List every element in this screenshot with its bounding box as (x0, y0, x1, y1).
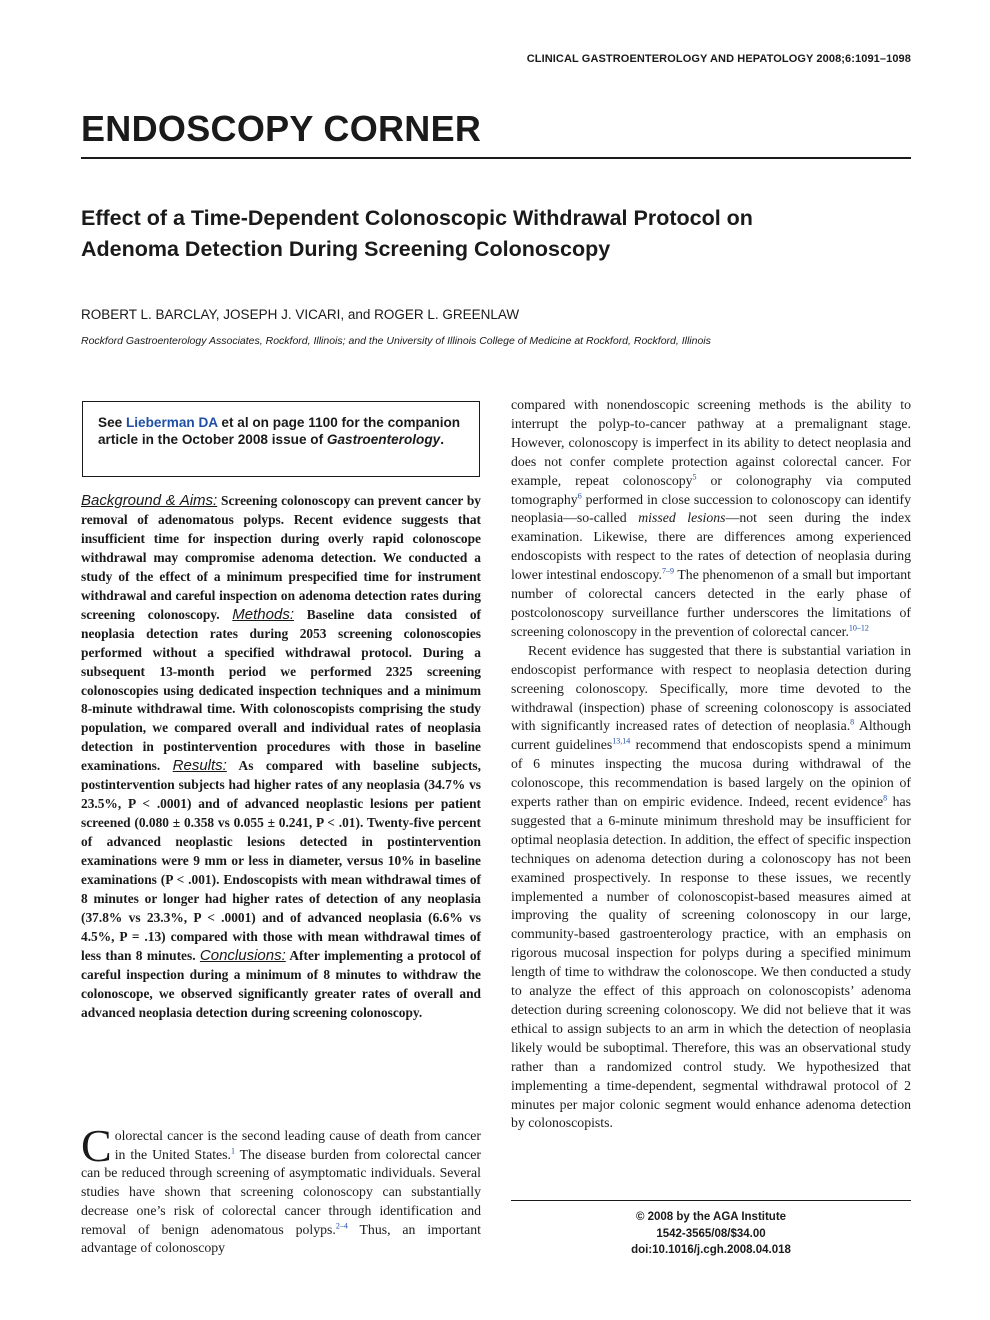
authors: ROBERT L. BARCLAY, JOSEPH J. VICARI, and ROGER L. GREENLAW (81, 307, 520, 322)
body-text: —not seen during the index examination. Likewise, there are differences among experienced endoscopists with respect to the rates of detection of neoplasia during lower intestinal endoscopy. (511, 510, 911, 583)
abstract-methods-heading: Methods: (232, 605, 294, 623)
article-title-line-1: Effect of a Time-Dependent Colonoscopic Withdrawal Protocol on (81, 206, 753, 230)
intro-text-3: Thus, an important advantage of colonoscopy (81, 1221, 481, 1256)
companion-prefix: See (98, 415, 126, 430)
abstract-conclusions-text: After implementing a protocol of careful inspection during a minimum of 8 minutes to withdraw the colonoscope, we observed significantly greater rates of overall and advanced neoplasia detection during screening colonoscopy. (81, 947, 481, 1020)
doi-line[interactable]: doi:10.1016/j.cgh.2008.04.018 (631, 1244, 791, 1256)
body-text: Although current guidelines (511, 718, 911, 753)
reference-link[interactable]: 7–9 (661, 566, 674, 576)
right-column (511, 396, 911, 1133)
body-text: or colonography via computed tomography (511, 472, 911, 507)
body-text: has suggested that a 6-minute minimum threshold may be insufficient for optimal neoplasia detection. In addition, the effect of specific inspection techniques on adenoma detection during a colonoscopy has not been examined prospectively. In response to these issues, we recently implemented a number of colonoscopist-based measures aimed at improving the quality of screening colonoscopy in our large, community-based gastroenterology practice, with an emphasis on rigorous mucosal inspection for polyps during a specified minimum length of time to withdraw the colonoscope. We then conducted a study to analyze the effect of this approach on colonoscopists’ adenoma detection during screening colonoscopy. We did not believe that it was ethical to assign subjects to an arm in which the detection of neoplasia likely would be suboptimal. Therefore, this was an observational study rather than a randomized control study. We hypothesized that implementing a time-dependent, segmental withdrawal protocol of 2 minutes per major colonic segment would enhance adenoma detection by colonoscopists. (511, 794, 911, 1131)
body-text: The phenomenon of a small but important number of colorectal cancers detected in the early phase of postcolonoscopy surveillance further underscores the limitations of screening colonoscopy in the prevention of colorectal cancer. (511, 567, 911, 639)
copyright-block (511, 1209, 911, 1259)
abstract-results-heading: Results: (172, 757, 227, 775)
reference-link[interactable]: 5 (692, 472, 697, 482)
journal-header: CLINICAL GASTROENTEROLOGY AND HEPATOLOGY 2008;6:1091–1098 (526, 53, 911, 65)
reference-link[interactable]: 8 (850, 717, 855, 727)
section-title: ENDOSCOPY CORNER (81, 108, 482, 149)
introduction-paragraph (81, 1120, 481, 1258)
companion-middle: et al on page 1100 for the companion article in the October 2008 issue of (98, 415, 461, 447)
reference-link[interactable]: 2–4 (335, 1220, 348, 1230)
right-paragraph-1 (511, 396, 911, 642)
affiliation: Rockford Gastroenterology Associates, Rockford, Illinois; and the University of Illinois College of Medicine at Rockford, Rockford, Illinois (81, 335, 711, 347)
body-text: compared with nonendoscopic screening methods is the ability to interrupt the polyp-to-cancer pathway at a premalignant stage. However, colonoscopy is imperfect in its ability to detect neoplasia and does not confer complete protection against colorectal cancer. For example, repeat colonoscopy (511, 397, 911, 488)
companion-author-link[interactable]: Lieberman DA (125, 415, 218, 430)
companion-article-box (82, 401, 480, 477)
article-title-line-2: Adenoma Detection During Screening Colonoscopy (81, 237, 611, 261)
abstract (81, 492, 481, 1023)
issn-line: 1542-3565/08/$34.00 (656, 1227, 766, 1240)
reference-link[interactable]: 6 (577, 490, 582, 500)
reference-link[interactable]: 13,14 (612, 736, 631, 746)
drop-cap: C (81, 1120, 112, 1171)
emphasis-text: missed lesions (638, 510, 726, 526)
reference-link[interactable]: 10–12 (848, 623, 869, 633)
intro-text-1: olorectal cancer is the second leading cause of death from cancer in the United States. (114, 1128, 481, 1162)
abstract-methods-text: Baseline data consisted of neoplasia detection rates during 2053 screening colonoscopies performed without a specified withdrawal protocol. During a subsequent 13-month period we performed 2325 screening colonoscopies using dedicated inspection techniques and a minimum 8-minute withdrawal time. With colonoscopists comprising the study population, we compared overall and individual rates of neoplasia detection in postintervention procedures with those in baseline examinations. (81, 606, 481, 774)
copyright-line: © 2008 by the AGA Institute (635, 1211, 787, 1223)
abstract-background-heading: Background & Aims: (81, 492, 218, 509)
body-text: Recent evidence has suggested that there is substantial variation in endoscopist performance with respect to neoplasia detection during screening colonoscopy. Specifically, more time devoted to the withdrawal (inspection) phase of screening colonoscopy is associated with significantly increased rates of detection of neoplasia. (511, 642, 911, 734)
companion-suffix: . (440, 432, 445, 447)
companion-journal: Gastroenterology (326, 432, 441, 447)
section-title-rule (81, 157, 911, 159)
abstract-results-text: As compared with baseline subjects, postintervention subjects had higher rates of any neoplasia (34.7% vs 23.5%, P < .0001) and of advanced neoplastic lesions per patient screened (0.080 ± 0.358 vs 0.055 ± 0.241, P < .01). Twenty-five percent of advanced neoplastic lesions detected in postintervention examinations were 9 mm or less in diameter, versus 10% in baseline examinations (P < .001). Endoscopists with mean withdrawal times of 8 minutes or longer had higher rates of detection of any neoplasia (37.8% vs 23.3%, P < .0001) and of advanced neoplasia (6.6% vs 4.5%, P = .13) compared with those with mean withdrawal times of less than 8 minutes. (81, 758, 481, 963)
body-text: performed in close succession to colonoscopy can identify neoplasia—so-called (511, 491, 911, 526)
reference-link[interactable]: 8 (883, 793, 888, 803)
copyright-rule (511, 1200, 911, 1201)
abstract-conclusions-heading: Conclusions: (199, 946, 286, 964)
reference-link[interactable]: 1 (230, 1146, 235, 1156)
body-text: recommend that endoscopists spend a minimum of 6 minutes inspecting the mucosa during withdrawal of the colonoscope, this recommendation is based largely on the opinion of experts rather than on empiric evidence. Indeed, recent evidence (511, 737, 911, 810)
intro-text-2: The disease burden from colorectal cancer can be reduced through screening of asymptomatic individuals. Several studies have shown that screening colonoscopy can substantially decrease one’s risk of colorectal cancer through identification and removal of benign adenomatous polyps. (81, 1146, 481, 1237)
article-title (81, 203, 911, 265)
right-paragraph-2 (511, 642, 911, 1134)
abstract-background-text: Screening colonoscopy can prevent cancer by removal of adenomatous polyps. Recent evidence suggests that insufficient time for inspection during overly rapid colonoscope withdrawal may compromise adenoma detection. We conducted a study of the effect of a minimum prespecified time for instrument withdrawal and careful inspection on adenoma detection rates during screening colonoscopy. (81, 493, 481, 622)
